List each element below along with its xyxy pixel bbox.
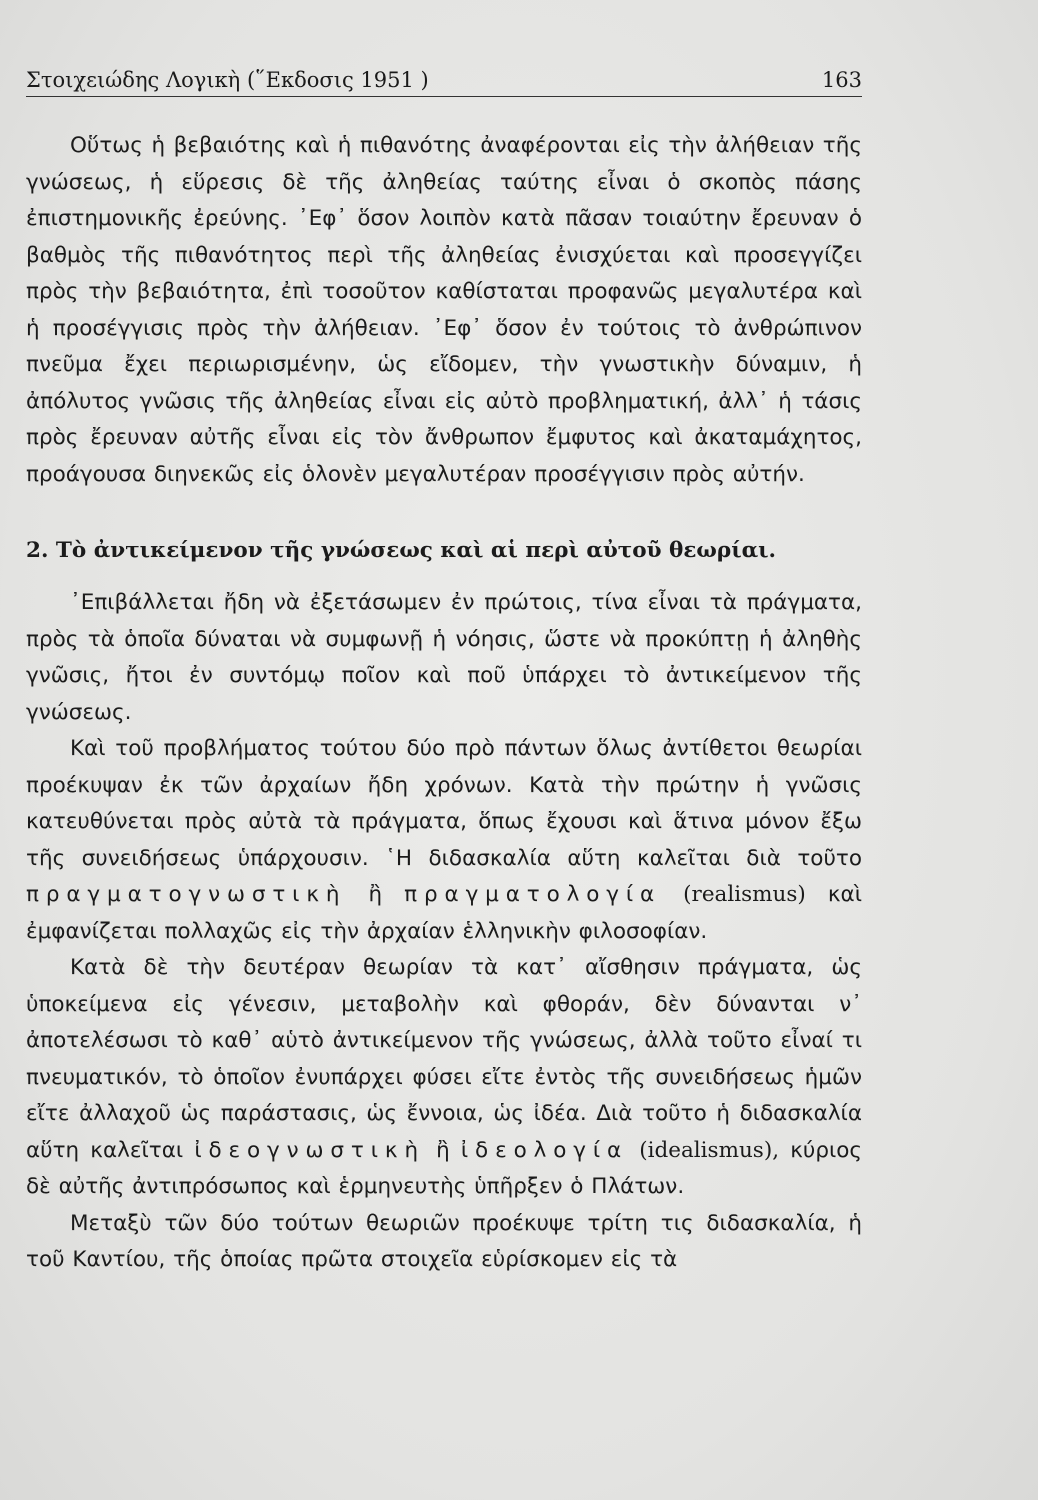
paragraph-5: Μεταξὺ τῶν δύο τούτων θεωριῶν προέκυψε τρίτη τις διδασκαλία, ἡ τοῦ Καντίου, τῆς ὁποίας πρῶτα στοιχεῖα εὑρίσκομεν εἰς τὰ bbox=[26, 1210, 862, 1272]
term-pragmatologia: πραγματολογία bbox=[404, 882, 662, 907]
running-title: Στοιχειώδης Λογικὴ (῞Εκδοσις 1951 ) bbox=[26, 68, 429, 92]
running-header bbox=[26, 62, 862, 97]
paragraph-4-text-2: κύριος δὲ αὐτῆς ἀντιπρόσωπος καὶ ἑρμηνευτὴς ὑπῆρξεν ὁ Πλάτων. bbox=[26, 1137, 863, 1199]
paragraph-4 bbox=[26, 950, 862, 1206]
paragraph-3-text-1: Καὶ τοῦ προβλήματος τούτου δύο πρὸ πάντων ὅλως ἀντίθετοι θεωρίαι προέκυψαν ἐκ τῶν ἀρχαίων ἤδη χρόνων. Κατὰ τὴν πρώτην ἡ γνῶσις κατευθύνεται πρὸς αὐτὰ τὰ πράγματα, ὅπως ἔχουσι καὶ ἅτινα μόνον ἔξω τῆς συνειδήσεως ὑπάρχουσιν. ῾Η διδασκαλία αὕτη καλεῖται διὰ τοῦτο bbox=[26, 736, 862, 871]
paragraph-3-text-2: καὶ ἐμφανίζεται πολλαχῶς εἰς τὴν ἀρχαίαν ἑλληνικὴν φιλοσοφίαν. bbox=[26, 882, 863, 944]
paragraph-3 bbox=[26, 731, 862, 950]
paragraph-1: Οὕτως ἡ βεβαιότης καὶ ἡ πιθανότης ἀναφέρονται εἰς τὴν ἀλήθειαν τῆς γνώσεως, ἡ εὕρεσις δὲ τῆς ἀληθείας ταύτης εἶναι ὁ σκοπὸς πάσης ἐπιστημονικῆς ἐρεύνης. ᾿Εφ᾿ ὅσον λοιπὸν κατὰ πᾶσαν τοιαύτην ἔρευναν ὁ βαθμὸς τῆς πιθανότητος περὶ τῆς ἀληθείας ἐνισχύεται καὶ προσεγγίζει πρὸς τὴν βεβαιότητα, ἐπὶ τοσοῦτον καθίσταται προφανῶς μεγαλυτέρα καὶ ἡ προσέγγισις πρὸς τὴν ἀλήθειαν. ᾿Εφ᾿ ὅσον ἐν τούτοις τὸ ἀνθρώπινον πνεῦμα ἔχει περιωρισμένην, ὡς εἴδομεν, τὴν γνωστικὴν δύναμιν, ἡ ἀπόλυτος γνῶσις τῆς ἀληθείας εἶναι εἰς αὐτὸ προβληματική, ἀλλ᾿ ἡ τάσις πρὸς ἔρευναν αὐτῆς εἶναι εἰς τὸν ἄνθρωπον ἔμφυτος καὶ ἀκαταμάχητος, προάγουσα διηνεκῶς εἰς ὁλονὲν μεγαλυτέραν προσέγγισιν πρὸς αὐτήν. bbox=[26, 133, 862, 487]
latin-term-realismus: (realismus) bbox=[683, 882, 806, 907]
latin-term-idealismus: (idealismus), bbox=[639, 1137, 780, 1163]
term-pragmatognostiki: πραγματογνωστικὴ bbox=[26, 882, 347, 907]
conjunction: ἢ bbox=[368, 882, 383, 907]
term-ideognostiki: ἰδεογνωστικὴ bbox=[194, 1137, 425, 1163]
section-heading: 2. Τὸ ἀντικείμενον τῆς γνώσεως καὶ αἱ περὶ αὐτοῦ θεωρίαι. bbox=[26, 538, 777, 563]
conjunction: ἢ bbox=[436, 1137, 450, 1163]
paragraph-2: ᾿Επιβάλλεται ἤδη νὰ ἐξετάσωμεν ἐν πρώτοις, τίνα εἶναι τὰ πράγματα, πρὸς τὰ ὁποῖα δύναται νὰ συμφωνῇ ἡ νόησις, ὥστε νὰ προκύπτῃ ἡ ἀληθὴς γνῶσις, ἤτοι ἐν συντόμῳ ποῖον καὶ ποῦ ὑπάρχει τὸ ἀντικείμενον τῆς γνώσεως. bbox=[26, 590, 862, 725]
page-number: 163 bbox=[821, 68, 862, 92]
term-ideologia: ἰδεολογία bbox=[460, 1137, 629, 1163]
body-text bbox=[26, 128, 862, 1279]
paragraph-4-text-1: Κατὰ δὲ τὴν δευτέραν θεωρίαν τὰ κατ᾿ αἴσθησιν πράγματα, ὡς ὑποκείμενα εἰς γένεσιν, μεταβολὴν καὶ φθοράν, δὲν δύνανται ν᾿ ἀποτελέσωσι τὸ καθ᾿ αὑτὸ ἀντικείμενον τῆς γνώσεως, ἀλλὰ τοῦτο εἶναί τι πνευματικόν, τὸ ὁποῖον ἐνυπάρχει φύσει εἴτε ἐντὸς τῆς συνειδήσεως ἡμῶν εἴτε ἀλλαχοῦ ὡς παράστασις, ὡς ἔννοια, ὡς ἰδέα. Διὰ τοῦτο ἡ διδασκαλία αὕτη καλεῖται bbox=[26, 955, 862, 1163]
